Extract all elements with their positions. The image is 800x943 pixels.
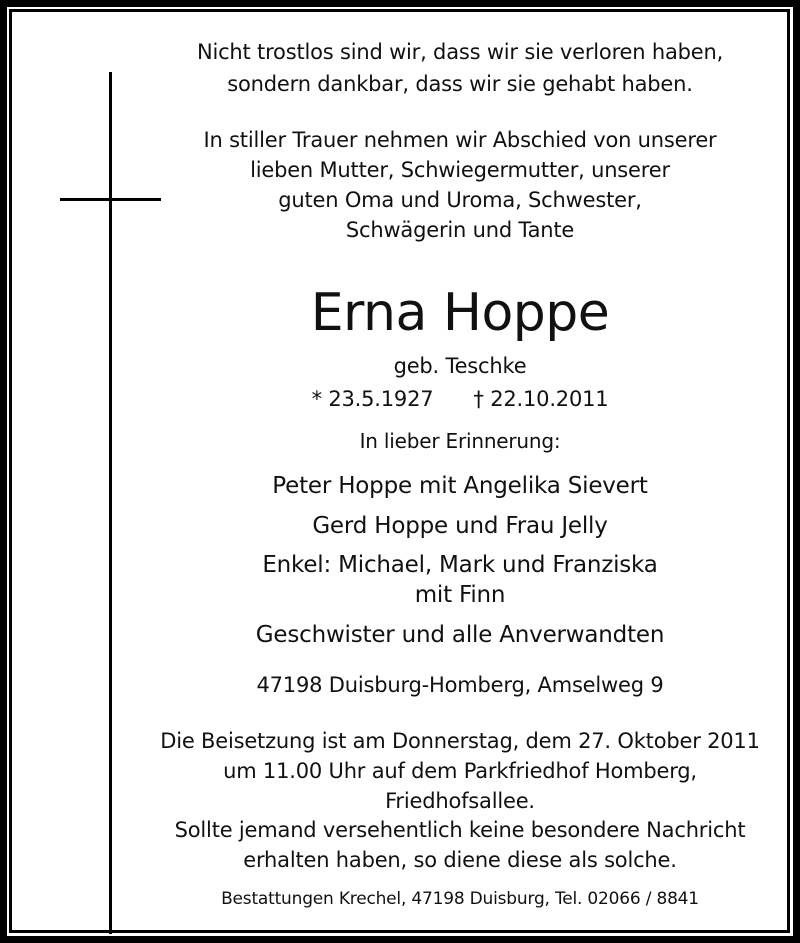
address: 47198 Duisburg-Homberg, Amselweg 9 [256,673,664,697]
birth-date: * 23.5.1927 [311,387,434,411]
funeral-line: Friedhofsallee. [385,789,535,813]
undertaker-info: Bestattungen Krechel, 47198 Duisburg, Tel. 02066 / 8841 [221,889,699,909]
funeral-line: um 11.00 Uhr auf dem Parkfriedhof Homberg, [223,759,697,783]
motto-line: Nicht trostlos sind wir, dass wir sie verloren haben, [196,40,724,64]
remembrance-heading: In lieber Erinnerung: [359,429,561,453]
motto-line: sondern dankbar, dass wir sie gehabt haben. [227,72,693,96]
maiden-name: geb. Teschke [393,354,527,378]
intro-line: guten Oma und Uroma, Schwester, [278,188,642,212]
family-line: Peter Hoppe mit Angelika Sievert [272,473,648,499]
intro-line: lieben Mutter, Schwiegermutter, unserer [250,158,670,182]
funeral-line: Sollte jemand versehentlich keine besondere Nachricht [174,818,746,842]
family-line: Geschwister und alle Anverwandten [255,622,665,648]
family-line: Gerd Hoppe und Frau Jelly [312,513,608,539]
intro-line: In stiller Trauer nehmen wir Abschied von unserer [203,128,717,152]
cross-vertical-bar [109,72,112,934]
family-line: mit Finn [414,582,506,608]
funeral-line: erhalten haben, so diene diese als solche. [243,848,677,872]
family-line: Enkel: Michael, Mark und Franziska [262,552,658,578]
intro-line: Schwägerin und Tante [345,218,575,242]
life-dates [140,384,780,414]
deceased-name: Erna Hoppe [310,283,610,343]
death-date: † 22.10.2011 [473,387,609,411]
funeral-line: Die Beisetzung ist am Donnerstag, dem 27. Oktober 2011 [160,729,760,753]
